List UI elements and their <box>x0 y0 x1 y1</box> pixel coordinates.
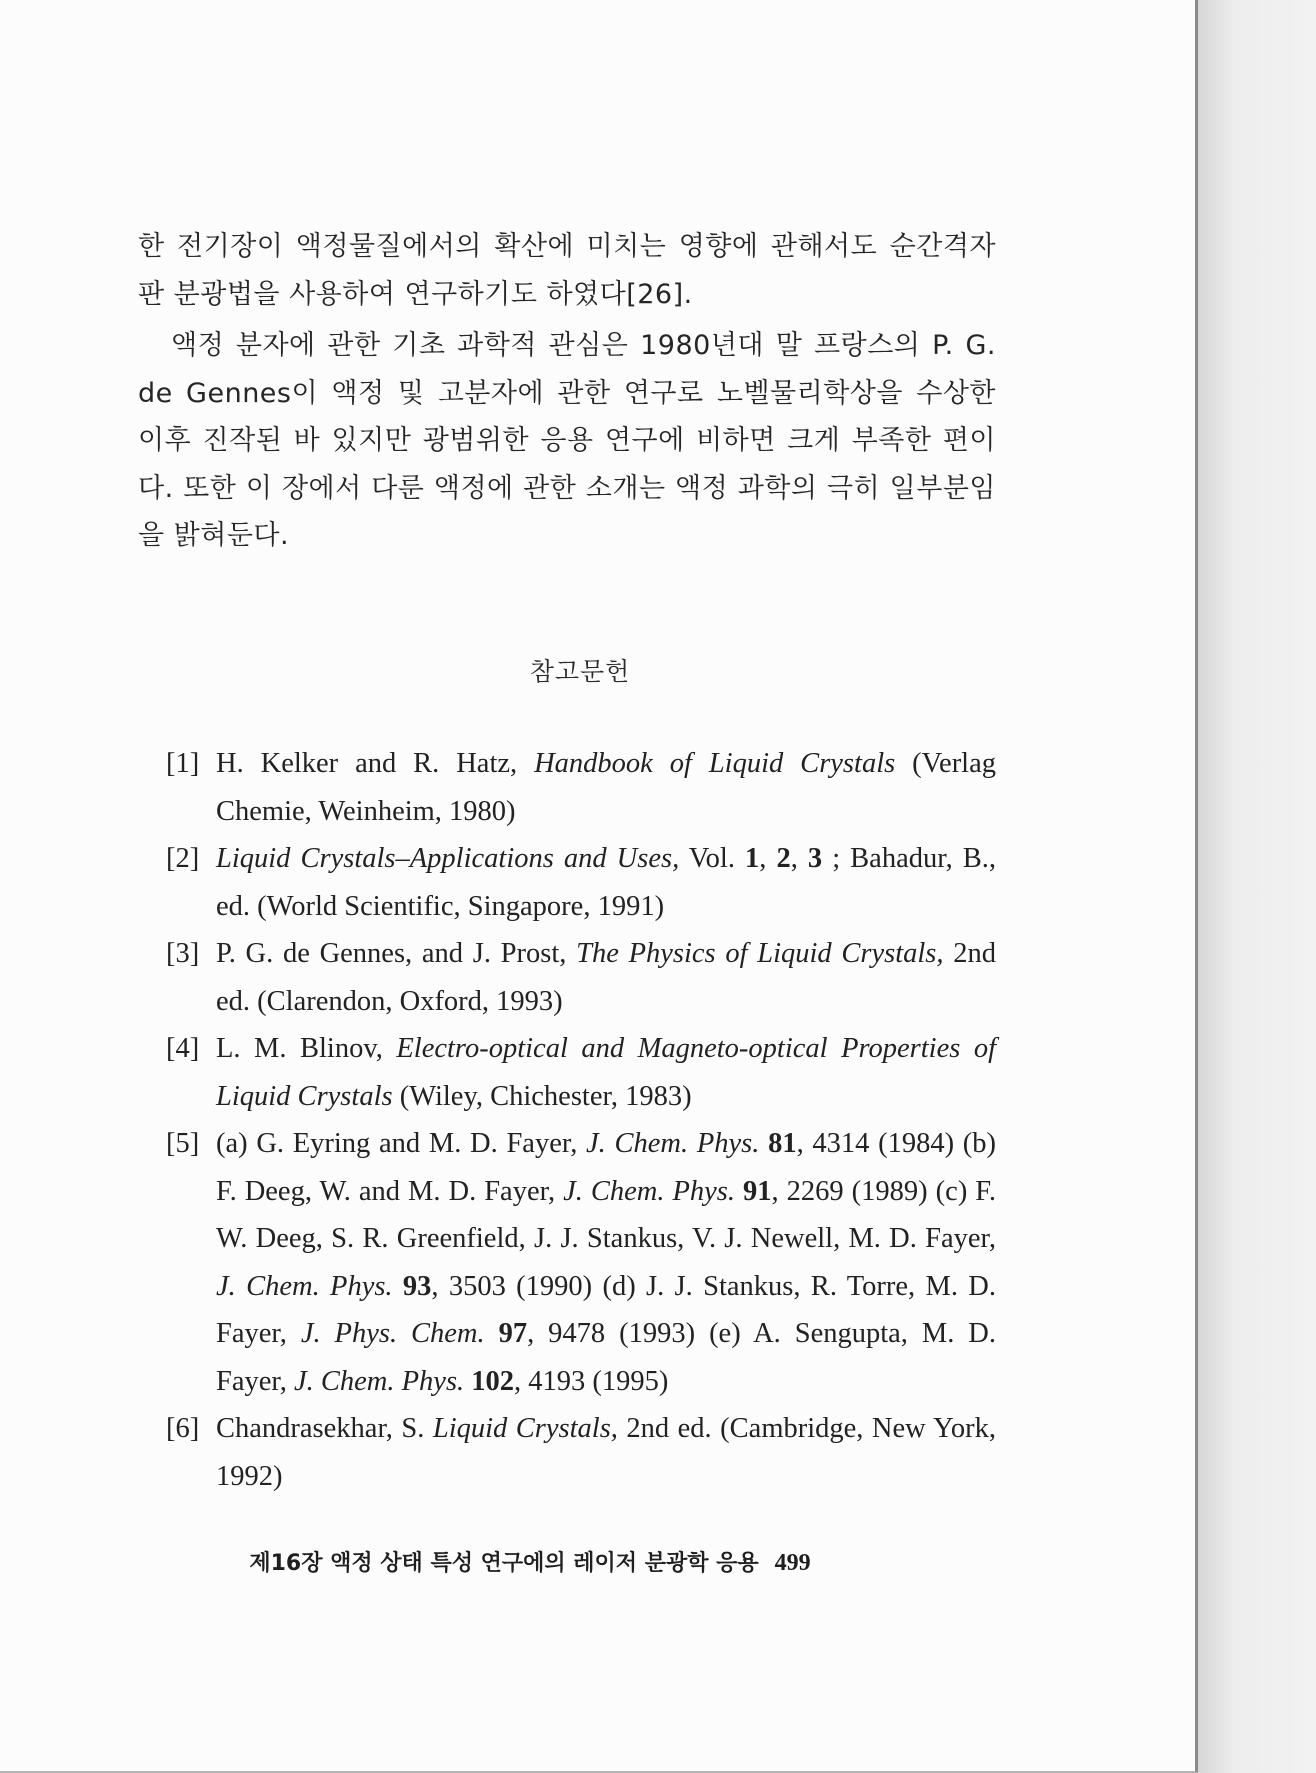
reference-item <box>166 1120 996 1405</box>
reference-title: Handbook of Liquid Crystals <box>534 748 896 779</box>
reference-authors: P. G. de Gennes, and J. Prost, <box>216 938 577 969</box>
viewer-background <box>1198 0 1316 1773</box>
paragraph: 액정 분자에 관한 기초 과학적 관심은 1980년대 말 프랑스의 P. G. de Gennes이 액정 및 고분자에 관한 연구로 노벨물리학상을 수상한 이후 진작된 바 있지만 광범위한 응용 연구에 비하면 크게 부족한 편이다. 또한 이 장에서 다룬 액정에 관한 소개는 액정 과학의 극히 일부분임을 밝혀둔다. <box>138 330 996 551</box>
reference-volume: 81 <box>768 1128 797 1159</box>
journal-name: J. Chem. Phys. <box>563 1175 736 1207</box>
reference-item <box>166 740 996 835</box>
reference-text: , <box>759 843 777 874</box>
reference-volume: 97 <box>498 1318 528 1349</box>
reference-title: Electro-optical and Magneto-optical Properties of Liquid Crystals <box>216 1033 997 1112</box>
reference-number: [5] <box>166 1128 200 1159</box>
page-number: 499 <box>774 1550 811 1576</box>
reference-volume: 91 <box>743 1175 772 1207</box>
reference-number: [6] <box>166 1413 200 1444</box>
reference-title: Liquid Crystals, <box>432 1413 618 1444</box>
page-footer <box>0 1546 1060 1577</box>
reference-text: Vol. <box>679 843 746 874</box>
paragraph-continued: 한 전기장이 액정물질에서의 확산에 미치는 영향에 관해서도 순간격자판 분광법을 사용하여 연구하기도 하였다[26]. <box>138 231 996 310</box>
reference-authors: L. M. Blinov, <box>216 1033 397 1064</box>
body-text <box>138 223 996 560</box>
reference-number: [3] <box>166 938 200 969</box>
reference-publisher: 2nd ed. (Cambridge, New York, 1992) <box>216 1413 996 1492</box>
reference-text: , 3503 (1990) (d) J. J. Stankus, R. Torre, M. D. Fayer, <box>216 1270 996 1349</box>
reference-space <box>393 1271 403 1302</box>
references-heading: 참고문헌 <box>529 657 631 686</box>
reference-volume: 3 <box>807 843 823 874</box>
reference-publisher: (Verlag Chemie, Weinheim, 1980) <box>216 748 996 827</box>
journal-name: J. Chem. Phys. <box>294 1365 465 1397</box>
reference-authors: H. Kelker and R. Hatz, <box>216 748 535 779</box>
reference-text: , 9478 (1993) (e) A. Sengupta, M. D. Fayer, <box>216 1318 996 1397</box>
reference-volume: 93 <box>402 1270 432 1302</box>
reference-space <box>485 1318 499 1349</box>
reference-publisher: ; Bahadur, B., ed. (World Scientific, Singapore, 1991) <box>216 843 997 922</box>
reference-space <box>759 1128 768 1159</box>
reference-text: , <box>790 843 808 874</box>
reference-publisher: (Wiley, Chichester, 1983) <box>392 1080 692 1112</box>
reference-title: The Physics of Liquid Crystals, <box>576 938 944 969</box>
reference-text: , 2269 (1989) (c) F. W. Deeg, S. R. Greenfield, J. J. Stankus, V. J. Newell, M. D. Fayer, <box>216 1175 997 1254</box>
reference-number: [4] <box>166 1033 200 1064</box>
reference-list <box>166 740 996 1500</box>
reference-text: , 4193 (1995) <box>514 1365 669 1397</box>
journal-name: J. Chem. Phys. <box>216 1270 393 1302</box>
reference-item <box>166 1405 996 1500</box>
journal-name: J. Phys. Chem. <box>300 1318 485 1349</box>
reference-item <box>166 930 996 1025</box>
reference-number: [1] <box>166 748 200 779</box>
reference-space <box>735 1176 743 1207</box>
reference-number: [2] <box>166 843 200 874</box>
reference-item <box>166 1025 996 1120</box>
reference-text: , 4314 (1984) (b) F. Deeg, W. and M. D. Fayer, <box>216 1128 997 1207</box>
reference-volume: 1 <box>745 843 760 874</box>
reference-authors: Chandrasekhar, S. <box>216 1413 433 1444</box>
reference-volume: 2 <box>776 843 791 874</box>
reference-publisher: 2nd ed. (Clarendon, Oxford, 1993) <box>216 938 996 1017</box>
reference-item <box>166 835 996 930</box>
reference-text: (a) G. Eyring and M. D. Fayer, <box>216 1128 587 1159</box>
reference-title: Liquid Crystals–Applications and Uses, <box>216 843 680 874</box>
running-title: 제16장 액정 상태 특성 연구에의 레이저 분광학 응용 <box>249 1551 759 1576</box>
journal-name: J. Chem. Phys. <box>586 1128 760 1159</box>
reference-volume: 102 <box>471 1365 515 1397</box>
